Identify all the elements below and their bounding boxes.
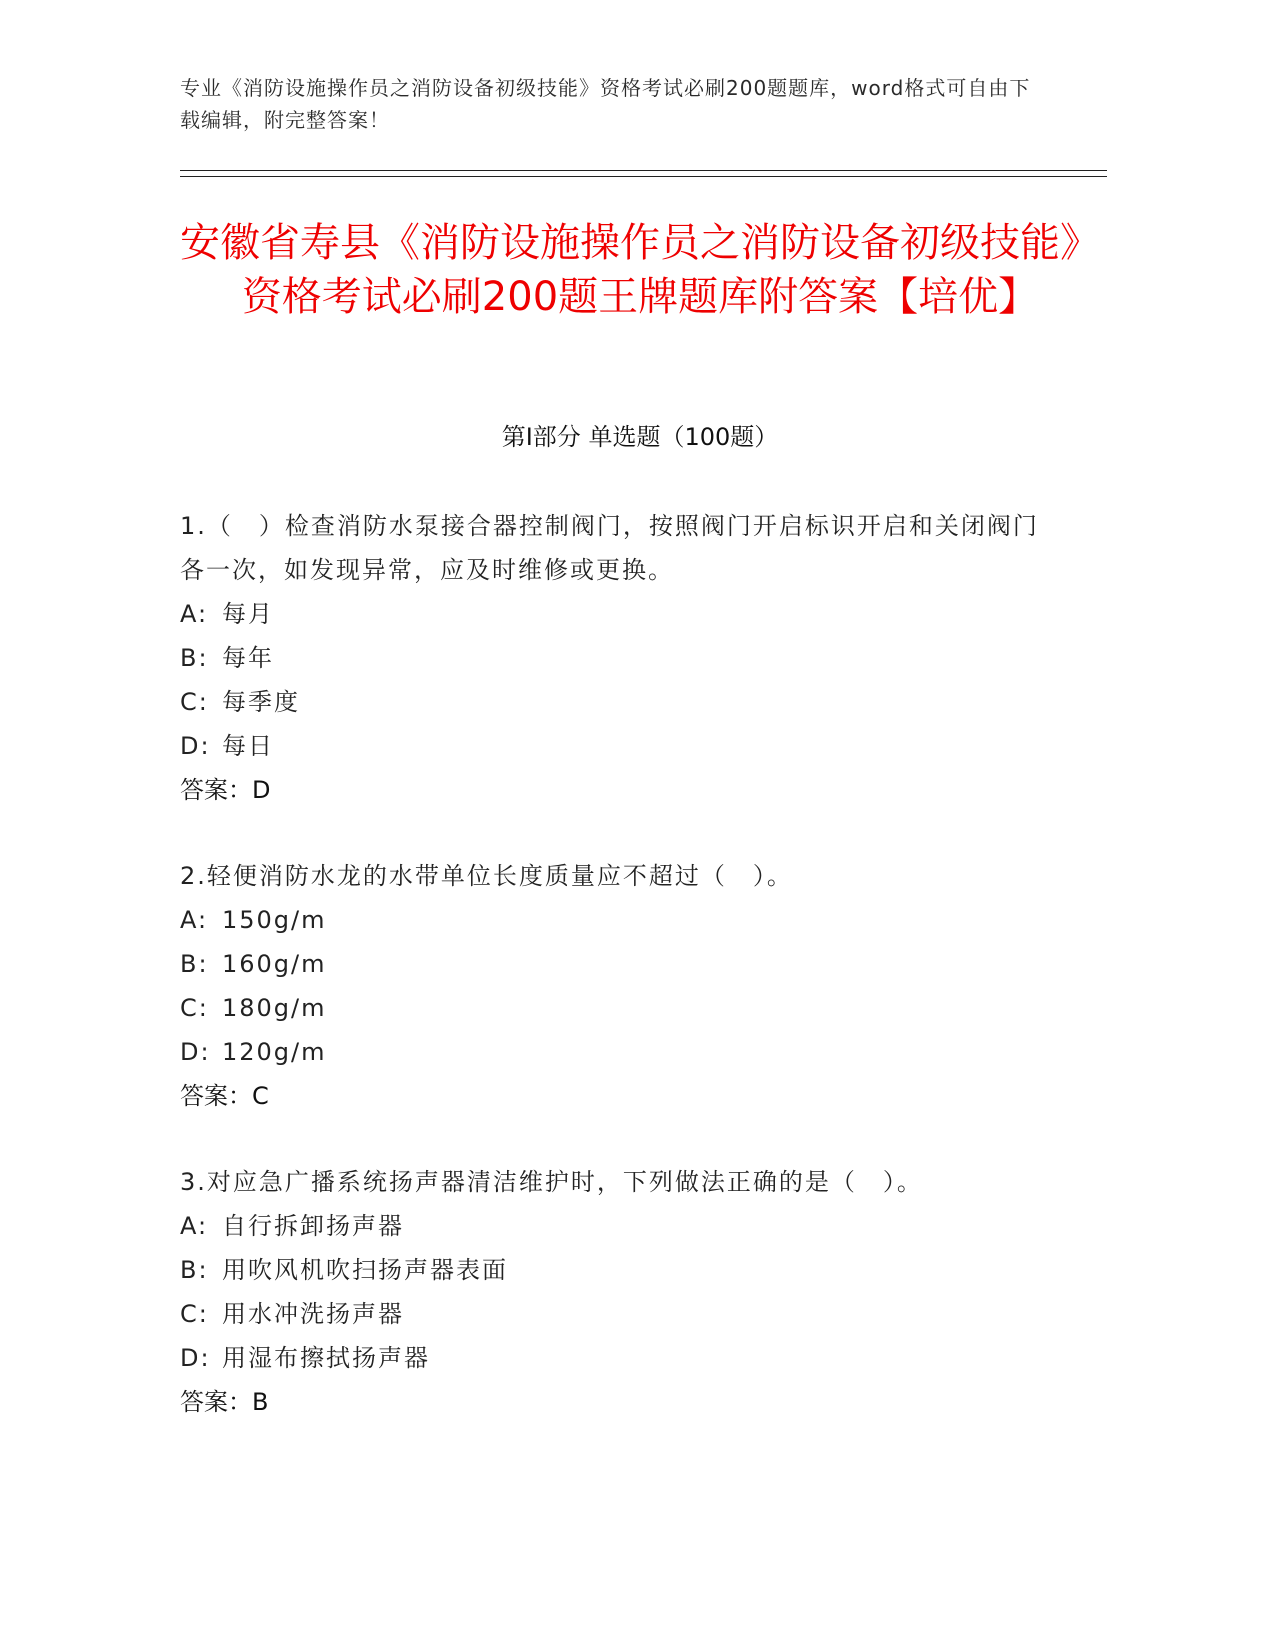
question-stem: 3.对应急广播系统扬声器清洁维护时，下列做法正确的是（ ）。 <box>180 1168 923 1196</box>
option-text: 160g/m <box>222 950 327 978</box>
header-note: 专业《消防设施操作员之消防设备初级技能》资格考试必刷200题题库，word格式可自由下载编辑，附完整答案！ <box>180 76 1031 132</box>
document-title: 安徽省寿县《消防设施操作员之消防设备初级技能》资格考试必刷200题王牌题库附答案【培优】 <box>180 220 1100 320</box>
question-stem: 2.轻便消防水龙的水带单位长度质量应不超过（ ）。 <box>180 862 793 890</box>
option-text: 每季度 <box>222 688 300 716</box>
option-c <box>180 1292 1060 1336</box>
question-item <box>180 1160 1060 1424</box>
option-letter: D: <box>180 1038 211 1066</box>
option-text: 自行拆卸扬声器 <box>222 1212 404 1240</box>
option-b <box>180 942 1060 986</box>
option-text: 180g/m <box>222 994 327 1022</box>
option-letter: C: <box>180 1300 209 1328</box>
option-letter: D: <box>180 732 211 760</box>
option-c <box>180 680 1060 724</box>
option-letter: C: <box>180 994 209 1022</box>
question-stem: 1.（ ）检查消防水泵接合器控制阀门，按照阀门开启标识开启和关闭阀门各一次，如发现异常，应及时维修或更换。 <box>180 512 1039 584</box>
option-d <box>180 1030 1060 1074</box>
option-letter: D: <box>180 1344 211 1372</box>
option-letter: C: <box>180 688 209 716</box>
option-letter: A: <box>180 600 209 628</box>
option-a <box>180 592 1060 636</box>
option-letter: A: <box>180 1212 209 1240</box>
section-heading: 第I部分 单选题（100题） <box>501 423 779 451</box>
option-letter: B: <box>180 1256 209 1284</box>
option-letter: A: <box>180 906 209 934</box>
option-letter: B: <box>180 950 209 978</box>
option-text: 每年 <box>222 644 274 672</box>
option-a <box>180 898 1060 942</box>
option-letter: B: <box>180 644 209 672</box>
option-text: 每日 <box>222 732 274 760</box>
header-rule-top <box>180 170 1107 171</box>
option-b <box>180 636 1060 680</box>
question-item <box>180 504 1060 812</box>
option-text: 用水冲洗扬声器 <box>222 1300 404 1328</box>
option-text: 120g/m <box>222 1038 327 1066</box>
option-text: 用吹风机吹扫扬声器表面 <box>222 1256 508 1284</box>
answer-line: 答案：B <box>180 1388 269 1416</box>
answer-line: 答案：C <box>180 1082 269 1110</box>
option-d <box>180 1336 1060 1380</box>
option-text: 用湿布擦拭扬声器 <box>222 1344 430 1372</box>
option-text: 150g/m <box>222 906 327 934</box>
question-item <box>180 854 1060 1118</box>
option-b <box>180 1248 1060 1292</box>
option-a <box>180 1204 1060 1248</box>
option-d <box>180 724 1060 768</box>
answer-line: 答案：D <box>180 776 271 804</box>
header-rule-bottom <box>180 176 1107 177</box>
option-c <box>180 986 1060 1030</box>
option-text: 每月 <box>222 600 274 628</box>
question-list <box>180 504 1060 1466</box>
